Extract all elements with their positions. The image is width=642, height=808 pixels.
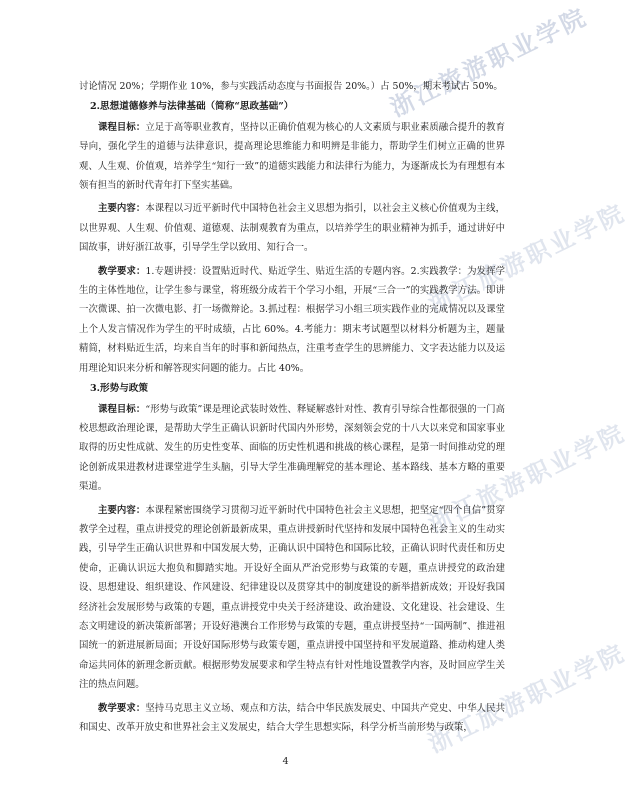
section-heading-2: 2.思想道德修养与法律基础（简称“思政基础”） [90,101,294,113]
label-requirements: 教学要求： [98,265,146,277]
watermark-side: 浙江旅游职业学院 [423,417,631,539]
paragraph-s3-content [79,501,505,695]
watermark-side: 浙江旅游职业学院 [423,637,631,759]
text-requirements: 1.专题讲授：设置贴近时代、贴近学生、贴近生活的专题内容。2.实践教学：为发挥学生的主体性地位，让学生参与课堂，将班级分成若干个学习小组，开展“三合一”的实践教学方法。即讲一次微课、拍一次微电影、打一场微辩论。3.抓过程：根据学习小组三项实践作业的完成情况以及课堂上个人发言情况作为学生的平时成绩，占比 60%。4.考能力：期末考试题型以材料分析题为主，题量精简，材料贴近生活，均来自当年的时事和新闻热点，注重考查学生的思辨能力、文字表达能力以及运用理论知识来分析和解答现实问题的能力。占比 40%。 [79,265,505,374]
label-requirements: 教学要求： [98,702,146,714]
label-goal: 课程目标： [98,403,146,415]
body-text [79,77,505,737]
text-goal: 立足于高等职业教育，坚持以正确价值观为核心的人文素质与职业素质融合提升的教育导向，强化学生的道德与法律意识，提高理论思维能力和明辨是非能力，帮助学生们树立正确的世界观、人生观、价值观，培养学生“知行一致”的道德实践能力和法律行为能力，为逐渐成长为有理想有本领有担当的新时代青年打下坚实基础。 [79,121,505,192]
text-goal: “形势与政策”课是理论武装时效性、释疑解惑针对性、教育引导综合性都很强的一门高校思想政治理论课，是帮助大学生正确认识新时代国内外形势，深刻领会党的十八大以来党和国家事业取得的历史性成就、发生的历史性变革、面临的历史性机遇和挑战的核心课程，是第一时间推动党的理论创新成果进教材进课堂进学生头脑，引导大学生准确理解党的基本理论、基本路线、基本方略的重要渠道。 [79,403,505,493]
paragraph-s2-content [79,199,505,257]
watermark: 浙江旅游职业学院 [385,1,593,123]
paragraph-s2-requirements [79,262,505,378]
section-heading-3: 3.形势与政策 [90,383,148,395]
text-requirements: 坚持马克思主义立场、观点和方法，结合中华民族发展史、中国共产党史、中华人民共和国史、改革开放史和世界社会主义发展史，结合大学生思想实际，科学分析当前形势与政策， [79,702,505,733]
label-content: 主要内容： [98,203,146,215]
text-content: 本课程紧密围绕学习贯彻习近平新时代中国特色社会主义思想，把坚定“四个自信”贯穿教学全过程，重点讲授党的理论创新最新成果，重点讲授新时代坚持和发展中国特色社会主义的生动实践，引导学生正确认识世界和中国发展大势，正确认识中国特色和国际比较，正确认识时代责任和历史使命，正确认识远大抱负和脚踏实地。开设好全面从严治党形势与政策的专题，重点讲授党的政治建设、思想建设、组织建设、作风建设、纪律建设以及贯穿其中的制度建设的新举措新成效；开设好我国经济社会发展形势与政策的专题，重点讲授党中央关于经济建设、政治建设、文化建设、社会建设、生态文明建设的新决策新部署；开设好港澳台工作形势与政策的专题，重点讲授坚持“一国两制”、推进祖国统一的新进展新局面；开设好国际形势与政策专题，重点讲授中国坚持和平发展道路、推动构建人类命运共同体的新理念新贡献。根据形势发展要求和学生特点有针对性地设置教学内容，及时回应学生关注的热点问题。 [79,504,505,691]
page-number: 4 [282,756,289,767]
paragraph-s3-goal [79,400,505,497]
paragraph-s2-goal [79,118,505,196]
label-goal: 课程目标： [98,121,146,133]
text-content: 本课程以习近平新时代中国特色社会主义思想为指引，以社会主义核心价值观为主线，以世界观、人生观、价值观、道德观、法制观教育为重点，以培养学生的职业精神为抓手，通过讲好中国故事，讲好浙江故事，引导学生学以致用、知行合一。 [79,203,505,254]
watermark-side: 浙江旅游职业学院 [423,197,631,319]
paragraph-assessment-tail: 讨论情况 20%；学期作业 10%，参与实践活动态度与书面报告 20%。）占 50%，期末考试占 50%。 [79,81,503,92]
paragraph-s3-requirements [79,699,505,738]
label-content: 主要内容： [98,504,146,516]
